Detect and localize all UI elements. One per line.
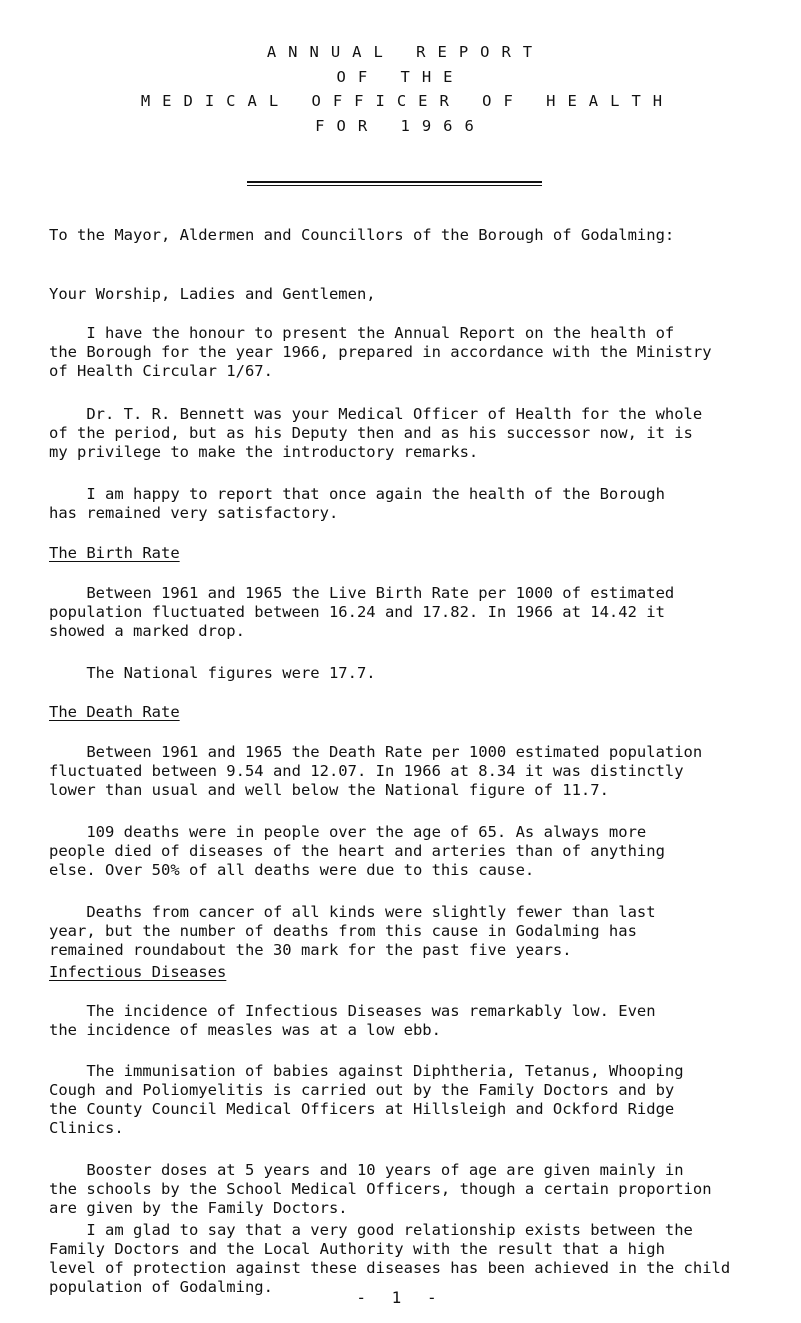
infectious-paragraph-4 xyxy=(49,1221,789,1297)
text-line: I am happy to report that once again the health of the Borough xyxy=(49,485,665,503)
death-rate-paragraph-1 xyxy=(49,743,789,800)
title-line-4: FOR 1966 xyxy=(315,116,486,135)
text-line: of the period, but as his Deputy then and as his successor now, it is xyxy=(49,424,693,442)
text-line: my privilege to make the introductory remarks. xyxy=(49,443,479,461)
text-line: the County Council Medical Officers at Hillsleigh and Ockford Ridge xyxy=(49,1100,675,1118)
infectious-paragraph-3 xyxy=(49,1161,789,1218)
intro-paragraph-2 xyxy=(49,405,789,462)
salutation-address: To the Mayor, Aldermen and Councillors of the Borough of Godalming: xyxy=(49,226,675,244)
title-rule-top xyxy=(247,181,542,183)
text-line: Dr. T. R. Bennett was your Medical Officer of Health for the whole xyxy=(49,405,703,423)
intro-paragraph-3 xyxy=(49,485,789,523)
title-line-1: ANNUAL REPORT xyxy=(266,43,545,61)
text-line: Deaths from cancer of all kinds were slightly fewer than last xyxy=(49,903,656,921)
birth-rate-paragraph-2 xyxy=(49,664,789,683)
text-line: The immunisation of babies against Diphtheria, Tetanus, Whooping xyxy=(49,1062,684,1080)
section-heading-birth-rate: The Birth Rate xyxy=(49,544,180,562)
text-line: Between 1961 and 1965 the Live Birth Rate per 1000 of estimated xyxy=(49,584,675,602)
birth-rate-paragraph-1 xyxy=(49,584,789,641)
report-title xyxy=(0,40,801,138)
text-line: of Health Circular 1/67. xyxy=(49,362,273,380)
infectious-paragraph-2 xyxy=(49,1062,789,1138)
text-line: the schools by the School Medical Officers, though a certain proportion xyxy=(49,1180,712,1198)
text-line: Clinics. xyxy=(49,1119,124,1137)
text-line: has remained very satisfactory. xyxy=(49,504,339,522)
text-line: level of protection against these diseases has been achieved in the child xyxy=(49,1259,731,1277)
intro-paragraph-1 xyxy=(49,324,789,381)
text-line: 109 deaths were in people over the age of 65. As always more xyxy=(49,823,647,841)
text-line: are given by the Family Doctors. xyxy=(49,1199,348,1217)
text-line: else. Over 50% of all deaths were due to this cause. xyxy=(49,861,535,879)
text-line: I am glad to say that a very good relationship exists between the xyxy=(49,1221,693,1239)
text-line: the incidence of measles was at a low ebb. xyxy=(49,1021,441,1039)
title-rule-bottom xyxy=(247,185,542,186)
text-line: the Borough for the year 1966, prepared in accordance with the Ministry xyxy=(49,343,712,361)
section-heading-infectious-diseases: Infectious Diseases xyxy=(49,963,227,981)
text-line: people died of diseases of the heart and arteries than of anything xyxy=(49,842,665,860)
text-line: Cough and Poliomyelitis is carried out by the Family Doctors and by xyxy=(49,1081,675,1099)
infectious-paragraph-1 xyxy=(49,1002,789,1040)
text-line: population fluctuated between 16.24 and 17.82. In 1966 at 14.42 it xyxy=(49,603,665,621)
text-line: Between 1961 and 1965 the Death Rate per 1000 estimated population xyxy=(49,743,703,761)
death-rate-paragraph-3 xyxy=(49,903,789,960)
text-line: population of Godalming. xyxy=(49,1278,273,1296)
text-line: fluctuated between 9.54 and 12.07. In 1966 at 8.34 it was distinctly xyxy=(49,762,684,780)
text-line: Booster doses at 5 years and 10 years of age are given mainly in xyxy=(49,1161,684,1179)
death-rate-paragraph-2 xyxy=(49,823,789,880)
text-line: The incidence of Infectious Diseases was remarkably low. Even xyxy=(49,1002,656,1020)
text-line: remained roundabout the 30 mark for the past five years. xyxy=(49,941,572,959)
text-line: I have the honour to present the Annual Report on the health of xyxy=(49,324,675,342)
text-line: The National figures were 17.7. xyxy=(49,664,376,682)
text-line: Family Doctors and the Local Authority with the result that a high xyxy=(49,1240,665,1258)
greeting: Your Worship, Ladies and Gentlemen, xyxy=(49,285,376,303)
text-line: lower than usual and well below the National figure of 11.7. xyxy=(49,781,609,799)
page-number: - 1 - xyxy=(356,1288,445,1307)
section-heading-death-rate: The Death Rate xyxy=(49,703,180,721)
title-line-2: OF THE xyxy=(336,67,465,86)
text-line: year, but the number of deaths from this cause in Godalming has xyxy=(49,922,637,940)
text-line: showed a marked drop. xyxy=(49,622,245,640)
title-line-3: MEDICAL OFFICER OF HEALTH xyxy=(140,92,675,110)
